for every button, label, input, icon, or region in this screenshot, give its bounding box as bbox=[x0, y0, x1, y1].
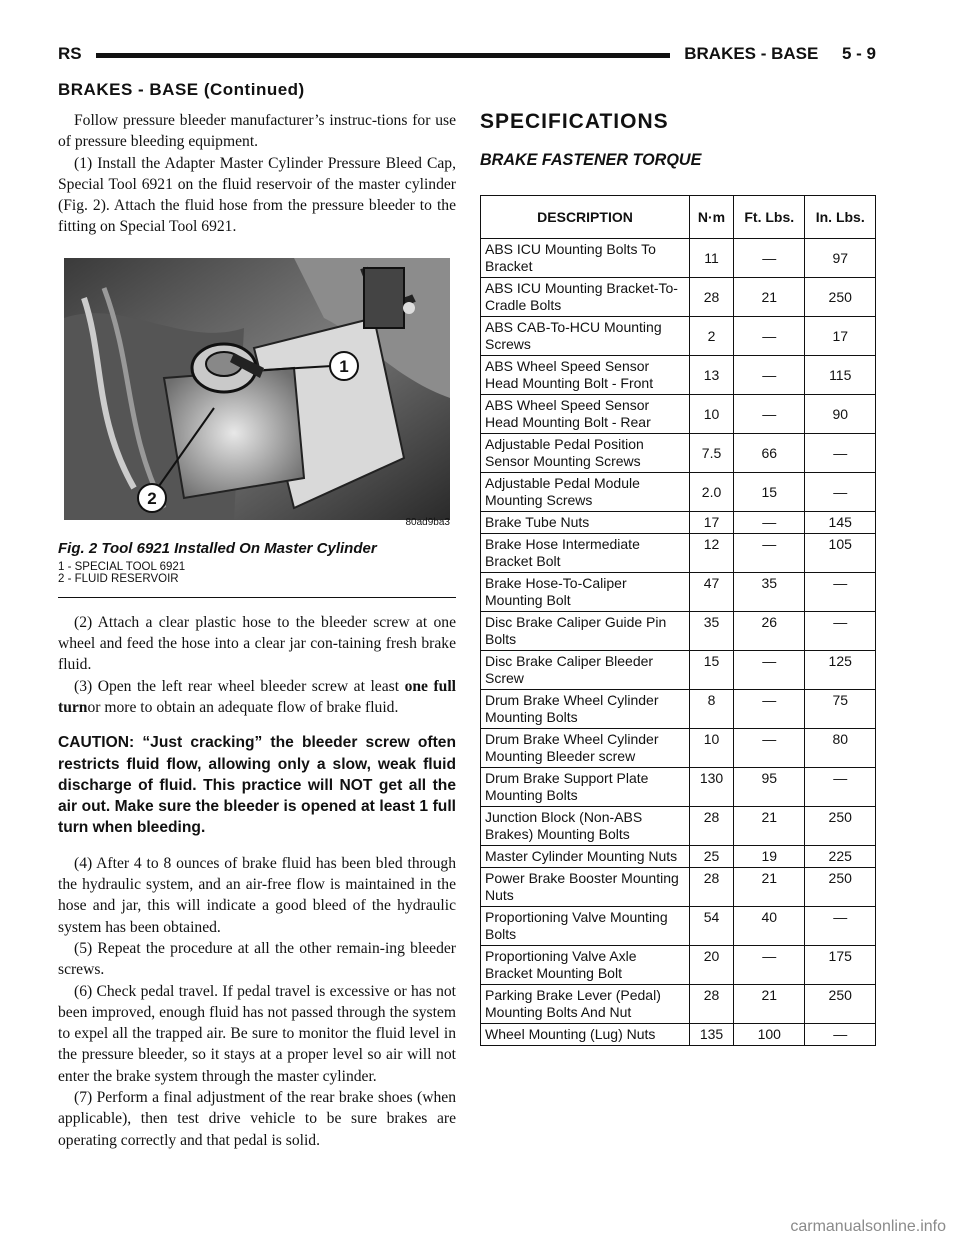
cell-description: Junction Block (Non-ABS Brakes) Mounting Bolts bbox=[481, 807, 690, 846]
table-row bbox=[481, 846, 876, 868]
figure-legend-item: 1 - SPECIAL TOOL 6921 bbox=[58, 560, 186, 573]
cell-nm: 10 bbox=[690, 729, 734, 768]
col-nm: N·m bbox=[690, 196, 734, 239]
cell-ft-lbs: 21 bbox=[734, 868, 805, 907]
col-description: DESCRIPTION bbox=[481, 196, 690, 239]
cell-nm: 8 bbox=[690, 690, 734, 729]
torque-table-title: BRAKE FASTENER TORQUE bbox=[480, 150, 702, 169]
cell-in-lbs: — bbox=[805, 1024, 876, 1046]
cell-in-lbs: 250 bbox=[805, 807, 876, 846]
table-row bbox=[481, 278, 876, 317]
cell-nm: 25 bbox=[690, 846, 734, 868]
table-row bbox=[481, 534, 876, 573]
callout-label-1: 1 bbox=[339, 356, 349, 376]
cell-description: ABS Wheel Speed Sensor Head Mounting Bolt - Front bbox=[481, 356, 690, 395]
cell-ft-lbs: 19 bbox=[734, 846, 805, 868]
figure-2 bbox=[58, 252, 456, 612]
cell-in-lbs: 175 bbox=[805, 946, 876, 985]
cell-in-lbs: 90 bbox=[805, 395, 876, 434]
step-3 bbox=[58, 676, 456, 719]
cell-description: ABS CAB-To-HCU Mounting Screws bbox=[481, 317, 690, 356]
cell-in-lbs: 75 bbox=[805, 690, 876, 729]
table-row bbox=[481, 907, 876, 946]
step-5: (5) Repeat the procedure at all the other remain-ing bleeder screws. bbox=[58, 939, 456, 979]
cell-in-lbs: — bbox=[805, 612, 876, 651]
step-7: (7) Perform a final adjustment of the rear brake shoes (when applicable), then test drive vehicle to be sure brakes are operating correctly and that pedal is solid. bbox=[58, 1089, 456, 1149]
table-row bbox=[481, 768, 876, 807]
cell-description: ABS ICU Mounting Bolts To Bracket bbox=[481, 239, 690, 278]
table-row bbox=[481, 690, 876, 729]
table-row bbox=[481, 317, 876, 356]
master-cylinder-photo bbox=[64, 258, 450, 520]
callout-label-2: 2 bbox=[147, 488, 157, 508]
table-header-row bbox=[481, 196, 876, 239]
table-row bbox=[481, 1024, 876, 1046]
cell-in-lbs: 250 bbox=[805, 985, 876, 1024]
step-6: (6) Check pedal travel. If pedal travel is excessive or has not been improved, enough fluid has not passed through the system to expel all the trapped air. Be sure to monitor the fluid level in the pressure bleeder, so it stays at a proper level so air will not enter the brake system through the master cylinder. bbox=[58, 982, 456, 1085]
cell-nm: 54 bbox=[690, 907, 734, 946]
cell-description: Proportioning Valve Axle Bracket Mounting Bolt bbox=[481, 946, 690, 985]
cell-nm: 20 bbox=[690, 946, 734, 985]
page-header bbox=[58, 44, 876, 74]
step-2: (2) Attach a clear plastic hose to the bleeder screw at one wheel and feed the hose into a clear jar con-taining fresh brake fluid. bbox=[58, 613, 456, 674]
step-3-text-a: (3) Open the left rear wheel bleeder screw at least bbox=[74, 677, 405, 695]
cell-description: ABS ICU Mounting Bracket-To-Cradle Bolts bbox=[481, 278, 690, 317]
figure-legend bbox=[58, 561, 185, 586]
cell-nm: 7.5 bbox=[690, 434, 734, 473]
cell-ft-lbs: 35 bbox=[734, 573, 805, 612]
step-3-emphasis: one full turn bbox=[58, 677, 457, 716]
cell-nm: 47 bbox=[690, 573, 734, 612]
step-1: (1) Install the Adapter Master Cylinder Pressure Bleed Cap, Special Tool 6921 on the fluid reservoir of the master cylinder (Fig. 2). Attach the fluid hose from the pressure bleeder to the fitting on Special Tool 6921. bbox=[58, 154, 456, 236]
cell-description: Proportioning Valve Mounting Bolts bbox=[481, 907, 690, 946]
cell-nm: 17 bbox=[690, 512, 734, 534]
cell-ft-lbs: 21 bbox=[734, 278, 805, 317]
cell-ft-lbs: 66 bbox=[734, 434, 805, 473]
cell-ft-lbs: 95 bbox=[734, 768, 805, 807]
cell-nm: 2.0 bbox=[690, 473, 734, 512]
cell-nm: 13 bbox=[690, 356, 734, 395]
cell-nm: 10 bbox=[690, 395, 734, 434]
cell-description: Adjustable Pedal Position Sensor Mounting Screws bbox=[481, 434, 690, 473]
table-row bbox=[481, 612, 876, 651]
cell-in-lbs: — bbox=[805, 907, 876, 946]
cell-description: Drum Brake Wheel Cylinder Mounting Bleeder screw bbox=[481, 729, 690, 768]
specifications-title: SPECIFICATIONS bbox=[480, 110, 669, 133]
cell-description: Wheel Mounting (Lug) Nuts bbox=[481, 1024, 690, 1046]
cell-description: Disc Brake Caliper Guide Pin Bolts bbox=[481, 612, 690, 651]
torque-table bbox=[480, 195, 876, 1046]
figure-caption: Fig. 2 Tool 6921 Installed On Master Cylinder bbox=[58, 539, 377, 557]
cell-in-lbs: 17 bbox=[805, 317, 876, 356]
cell-description: Parking Brake Lever (Pedal) Mounting Bolts And Nut bbox=[481, 985, 690, 1024]
cell-ft-lbs: — bbox=[734, 729, 805, 768]
cell-in-lbs: — bbox=[805, 473, 876, 512]
cell-in-lbs: 97 bbox=[805, 239, 876, 278]
cell-description: Brake Tube Nuts bbox=[481, 512, 690, 534]
cell-nm: 135 bbox=[690, 1024, 734, 1046]
cell-ft-lbs: — bbox=[734, 395, 805, 434]
cell-ft-lbs: — bbox=[734, 946, 805, 985]
cell-in-lbs: — bbox=[805, 768, 876, 807]
cell-in-lbs: — bbox=[805, 434, 876, 473]
table-row bbox=[481, 434, 876, 473]
cell-description: Master Cylinder Mounting Nuts bbox=[481, 846, 690, 868]
figure-legend-item: 2 - FLUID RESERVOIR bbox=[58, 573, 179, 586]
cell-nm: 12 bbox=[690, 534, 734, 573]
cell-description: Adjustable Pedal Module Mounting Screws bbox=[481, 473, 690, 512]
table-row bbox=[481, 868, 876, 907]
cell-description: ABS Wheel Speed Sensor Head Mounting Bolt - Rear bbox=[481, 395, 690, 434]
cell-nm: 28 bbox=[690, 868, 734, 907]
col-in-lbs: In. Lbs. bbox=[805, 196, 876, 239]
cell-in-lbs: 115 bbox=[805, 356, 876, 395]
cell-in-lbs: — bbox=[805, 573, 876, 612]
cell-nm: 28 bbox=[690, 807, 734, 846]
cell-ft-lbs: — bbox=[734, 239, 805, 278]
table-row bbox=[481, 807, 876, 846]
header-rule bbox=[96, 53, 670, 58]
cell-nm: 28 bbox=[690, 278, 734, 317]
section-continued-heading: BRAKES - BASE (Continued) bbox=[58, 80, 305, 99]
watermark: carmanualsonline.info bbox=[790, 1218, 946, 1235]
cell-nm: 35 bbox=[690, 612, 734, 651]
table-row bbox=[481, 239, 876, 278]
step-3-text-c: or more to obtain an adequate flow of brake fluid. bbox=[87, 698, 399, 716]
figure-id: 80ad9ba3 bbox=[405, 516, 450, 528]
table-row bbox=[481, 729, 876, 768]
table-row bbox=[481, 573, 876, 612]
table-row bbox=[481, 512, 876, 534]
figure-rule bbox=[58, 597, 456, 598]
cell-ft-lbs: 21 bbox=[734, 807, 805, 846]
cell-nm: 11 bbox=[690, 239, 734, 278]
cell-in-lbs: 80 bbox=[805, 729, 876, 768]
cell-in-lbs: 125 bbox=[805, 651, 876, 690]
cell-ft-lbs: 21 bbox=[734, 985, 805, 1024]
cell-description: Drum Brake Wheel Cylinder Mounting Bolts bbox=[481, 690, 690, 729]
cell-in-lbs: 145 bbox=[805, 512, 876, 534]
cell-nm: 2 bbox=[690, 317, 734, 356]
table-body bbox=[481, 239, 876, 1046]
table-row bbox=[481, 473, 876, 512]
cell-ft-lbs: 40 bbox=[734, 907, 805, 946]
cell-in-lbs: 105 bbox=[805, 534, 876, 573]
cell-description: Brake Hose-To-Caliper Mounting Bolt bbox=[481, 573, 690, 612]
table-row bbox=[481, 985, 876, 1024]
cell-ft-lbs: — bbox=[734, 512, 805, 534]
cell-description: Drum Brake Support Plate Mounting Bolts bbox=[481, 768, 690, 807]
cell-description: Brake Hose Intermediate Bracket Bolt bbox=[481, 534, 690, 573]
cell-ft-lbs: — bbox=[734, 690, 805, 729]
table-row bbox=[481, 651, 876, 690]
cell-ft-lbs: — bbox=[734, 356, 805, 395]
table-row bbox=[481, 946, 876, 985]
caution-note: CAUTION: “Just cracking” the bleeder screw often restricts fluid flow, allowing only a slow, weak fluid discharge of fluid. This practice will NOT get all the air out. Make sure the bleeder is opened at least 1 full turn when bleeding. bbox=[58, 734, 456, 837]
table-row bbox=[481, 356, 876, 395]
cell-ft-lbs: — bbox=[734, 534, 805, 573]
col-ft-lbs: Ft. Lbs. bbox=[734, 196, 805, 239]
cell-ft-lbs: 26 bbox=[734, 612, 805, 651]
cell-in-lbs: 225 bbox=[805, 846, 876, 868]
intro-paragraph: Follow pressure bleeder manufacturer’s instruc-tions for use of pressure bleeding equipment. bbox=[58, 112, 456, 151]
step-4: (4) After 4 to 8 ounces of brake fluid has been bled through the hydraulic system, and an air-free flow is maintained in the hose and jar, this will indicate a good bleed of the hydraulic system has been obtained. bbox=[58, 854, 456, 936]
header-model-code: RS bbox=[58, 44, 82, 63]
table-row bbox=[481, 395, 876, 434]
header-section-page: BRAKES - BASE 5 - 9 bbox=[684, 44, 876, 63]
cell-description: Power Brake Booster Mounting Nuts bbox=[481, 868, 690, 907]
cell-ft-lbs: — bbox=[734, 317, 805, 356]
cell-ft-lbs: 100 bbox=[734, 1024, 805, 1046]
cell-nm: 130 bbox=[690, 768, 734, 807]
cell-description: Disc Brake Caliper Bleeder Screw bbox=[481, 651, 690, 690]
cell-ft-lbs: 15 bbox=[734, 473, 805, 512]
cell-nm: 15 bbox=[690, 651, 734, 690]
left-column bbox=[58, 110, 456, 1151]
cell-in-lbs: 250 bbox=[805, 868, 876, 907]
cell-nm: 28 bbox=[690, 985, 734, 1024]
cell-ft-lbs: — bbox=[734, 651, 805, 690]
cell-in-lbs: 250 bbox=[805, 278, 876, 317]
